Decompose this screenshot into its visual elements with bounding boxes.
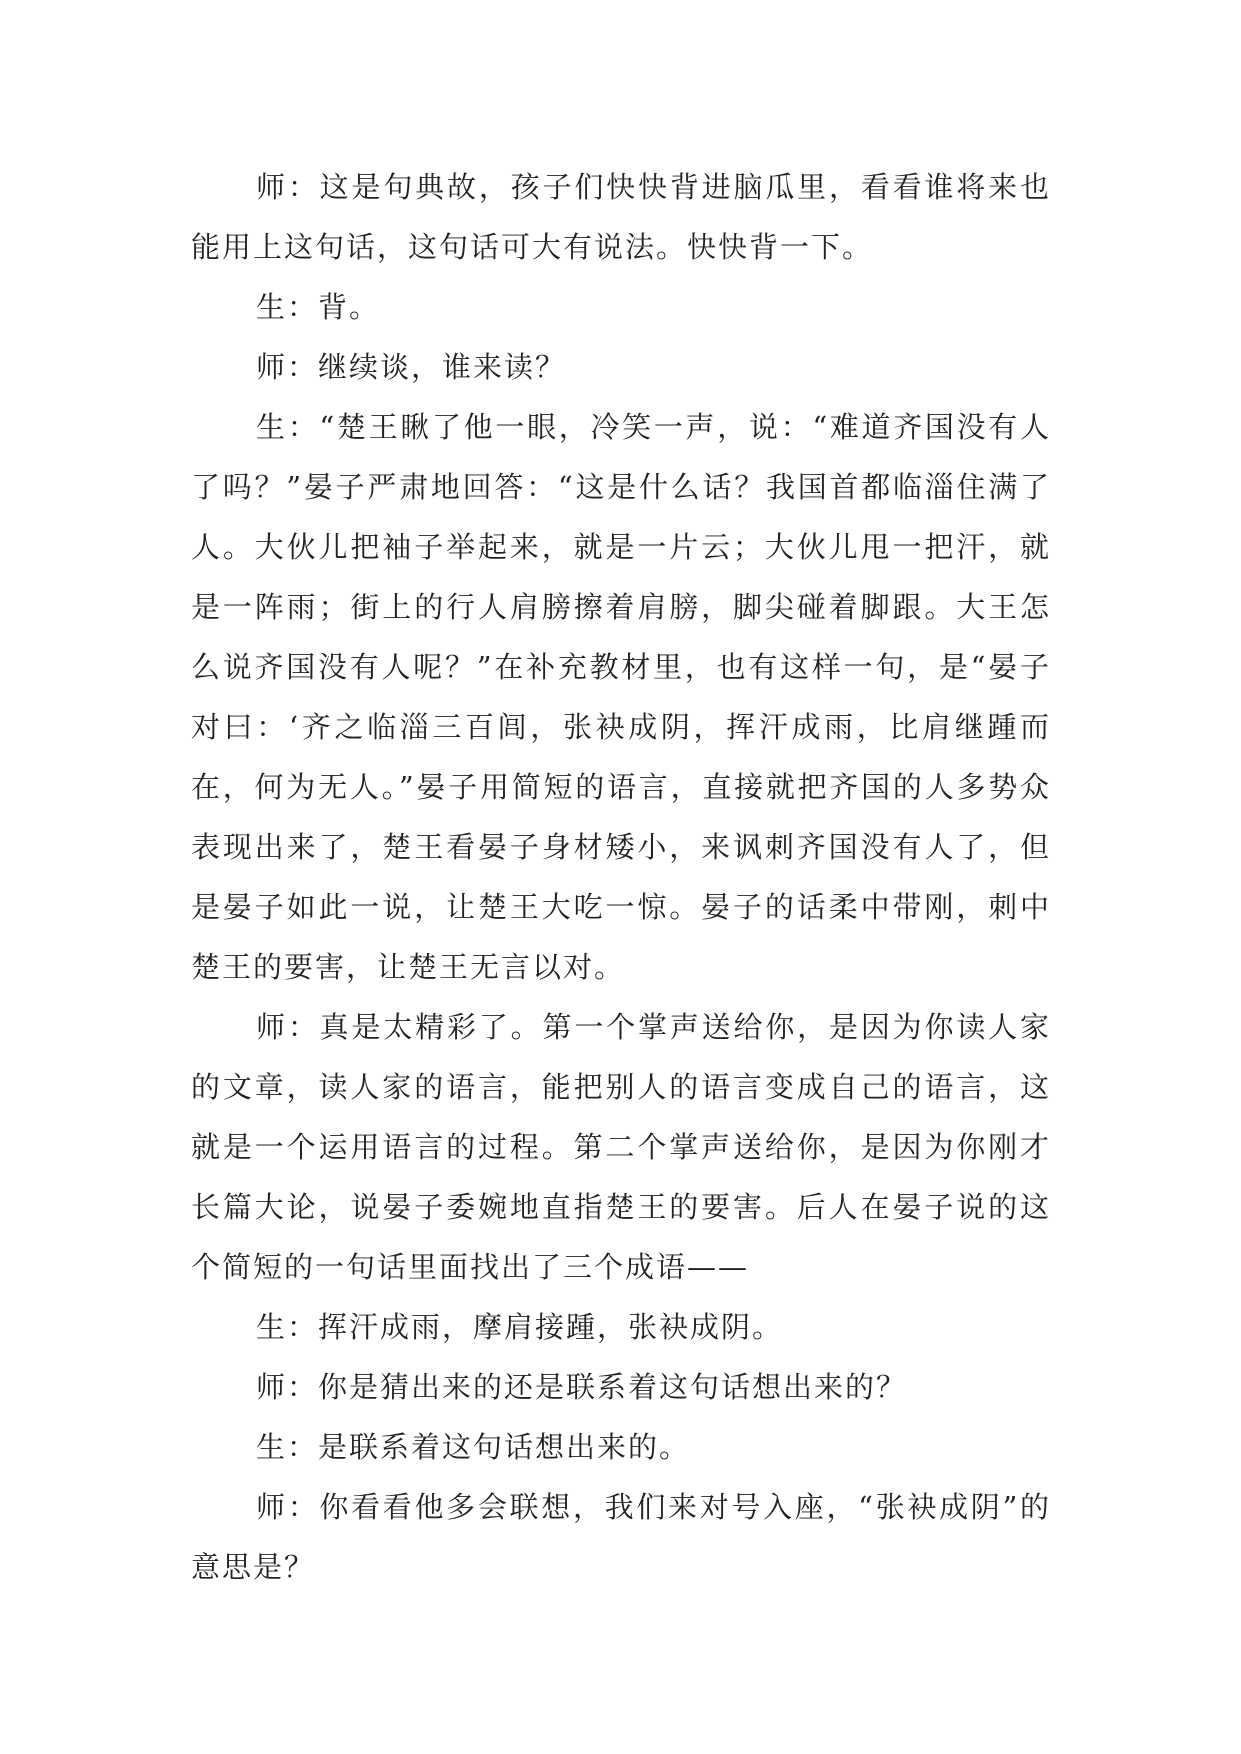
paragraph-1: 师：这是句典故，孩子们快快背进脑瓜里，看看谁将来也能用上这句话，这句话可大有说法。快快背一下。 xyxy=(191,170,1051,264)
paragraph-7: 师：你是猜出来的还是联系着这句话想出来的？ xyxy=(256,1370,908,1404)
document-body xyxy=(191,157,1051,1597)
paragraph-5: 师：真是太精彩了。第一个掌声送给你，是因为你读人家的文章，读人家的语言，能把别人的语言变成自己的语言，这就是一个运用语言的过程。第二个掌声送给你，是因为你刚才长篇大论，说晏子委婉地直指楚王的要害。后人在晏子说的这个简短的一句话里面找出了三个成语—— xyxy=(191,1010,1051,1284)
paragraph-3: 师：继续谈，谁来读？ xyxy=(256,350,567,384)
paragraph-4: 生：“楚王瞅了他一眼，冷笑一声，说：“难道齐国没有人了吗？”晏子严肃地回答：“这是什么话？我国首都临淄住满了人。大伙儿把袖子举起来，就是一片云；大伙儿甩一把汗，就是一阵雨；街上的行人肩膀擦着肩膀，脚尖碰着脚跟。大王怎么说齐国没有人呢？”在补充教材里，也有这样一句，是“晏子对曰：‘齐之临淄三百闾，张袂成阴，挥汗成雨，比肩继踵而在，何为无人。”晏子用简短的语言，直接就把齐国的人多势众表现出来了，楚王看晏子身材矮小，来讽刺齐国没有人了，但是晏子如此一说，让楚王大吃一惊。晏子的话柔中带刚，刺中楚王的要害，让楚王无言以对。 xyxy=(191,410,1051,984)
paragraph-2: 生：背。 xyxy=(256,290,381,324)
paragraph-9: 师：你看看他多会联想，我们来对号入座，“张袂成阴”的意思是？ xyxy=(191,1490,1051,1584)
paragraph-8: 生：是联系着这句话想出来的。 xyxy=(256,1430,691,1464)
paragraph-6: 生：挥汗成雨，摩肩接踵，张袂成阴。 xyxy=(256,1310,784,1344)
